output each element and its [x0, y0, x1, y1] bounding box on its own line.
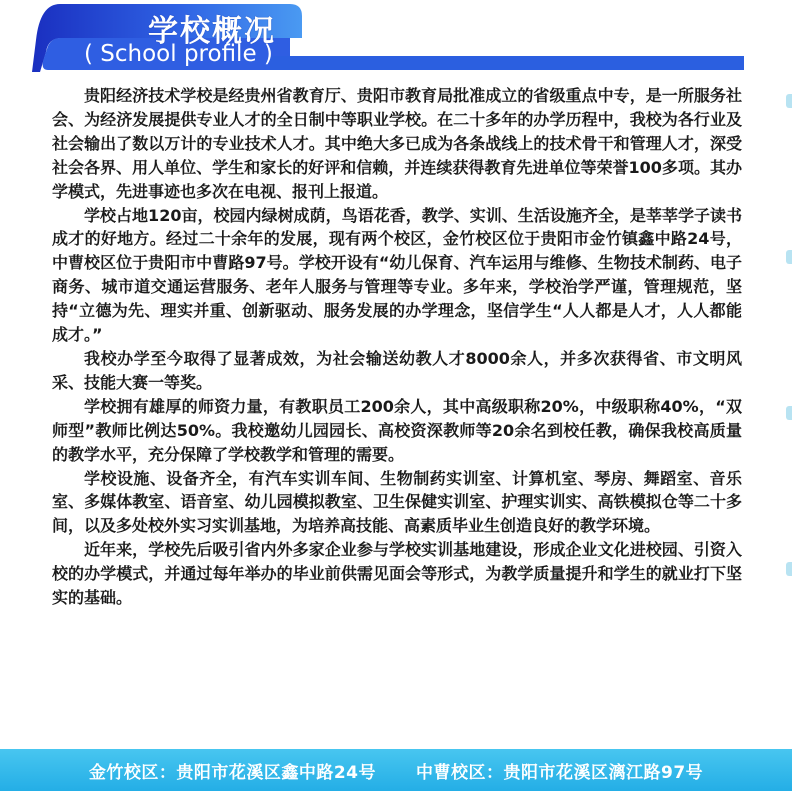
paragraph-intro: 贵阳经济技术学校是经贵州省教育厅、贵阳市教育局批准成立的省级重点中专，是一所服务社会、为经济发展提供专业人才的全日制中等职业学校。在二十多年的办学历程中，我校为各行业及社会输出了数以万计的专业技术人才。其中绝大多已成为各条战线上的技术骨干和管理人才，深受社会各界、用人单位、学生和家长的好评和信赖，并连续获得教育先进单位等荣誉100多项。其办学模式，先进事迹也多次在电视、报刊上报道。 [52, 86, 742, 201]
banner-shape [0, 0, 792, 80]
edge-decoration [786, 250, 792, 264]
edge-decoration [786, 94, 792, 108]
footer-address-bar [0, 749, 792, 791]
edge-decoration [786, 406, 792, 420]
page-title: 学校概况 [148, 14, 276, 49]
paragraph-enterprise: 近年来，学校先后吸引省内外多家企业参与学校实训基地建设，形成企业文化进校园、引资入校的办学模式，并通过每年举办的毕业前供需见面会等形式，为教学质量提升和学生的就业打下坚实的基础。 [52, 540, 742, 608]
paragraph-campus: 学校占地120亩，校园内绿树成荫，鸟语花香，教学、实训、生活设施齐全，是莘莘学子读书成才的好地方。经过二十余年的发展，现有两个校区，金竹校区位于贵阳市金竹镇鑫中路24号，中曹校区位于贵阳市中曹路97号。学校开设有“幼儿保育、汽车运用与维修、生物技术制药、电子商务、城市道交通运营服务、老年人服务与管理等专业。多年来，学校治学严谨，管理规范，坚持“立德为先、理实并重、创新驱动、服务发展的办学理念，坚信学生“人人都是人才，人人都能成才。” [52, 205, 742, 345]
profile-body [52, 84, 742, 610]
campus-address-jinzhu: 金竹校区：贵阳市花溪区鑫中路24号 [88, 762, 376, 783]
campus-address-zhongcao: 中曹校区：贵阳市花溪区漓江路97号 [416, 762, 704, 783]
edge-decoration [786, 562, 792, 576]
paragraph-achievements: 我校办学至今取得了显著成效，为社会输送幼教人才8000余人，并多次获得省、市文明风采、技能大赛一等奖。 [52, 348, 742, 392]
paragraph-faculty: 学校拥有雄厚的师资力量，有教职员工200余人，其中高级职称20%，中级职称40%，“双师型”教师比例达50%。我校邀幼儿园园长、高校资深教师等20余名到校任教，确保我校高质量的教学水平，充分保障了学校教学和管理的需要。 [52, 396, 742, 464]
header-banner [0, 0, 792, 80]
paragraph-facilities: 学校设施、设备齐全，有汽车实训车间、生物制药实训室、计算机室、琴房、舞蹈室、音乐室、多媒体教室、语音室、幼儿园模拟教室、卫生保健实训室、护理实训实、高铁模拟仓等二十多间，以及多处校外实习实训基地，为培养高技能、高素质毕业生创造良好的教学环境。 [52, 468, 742, 536]
page-subtitle: ( School profile ) [84, 41, 273, 67]
